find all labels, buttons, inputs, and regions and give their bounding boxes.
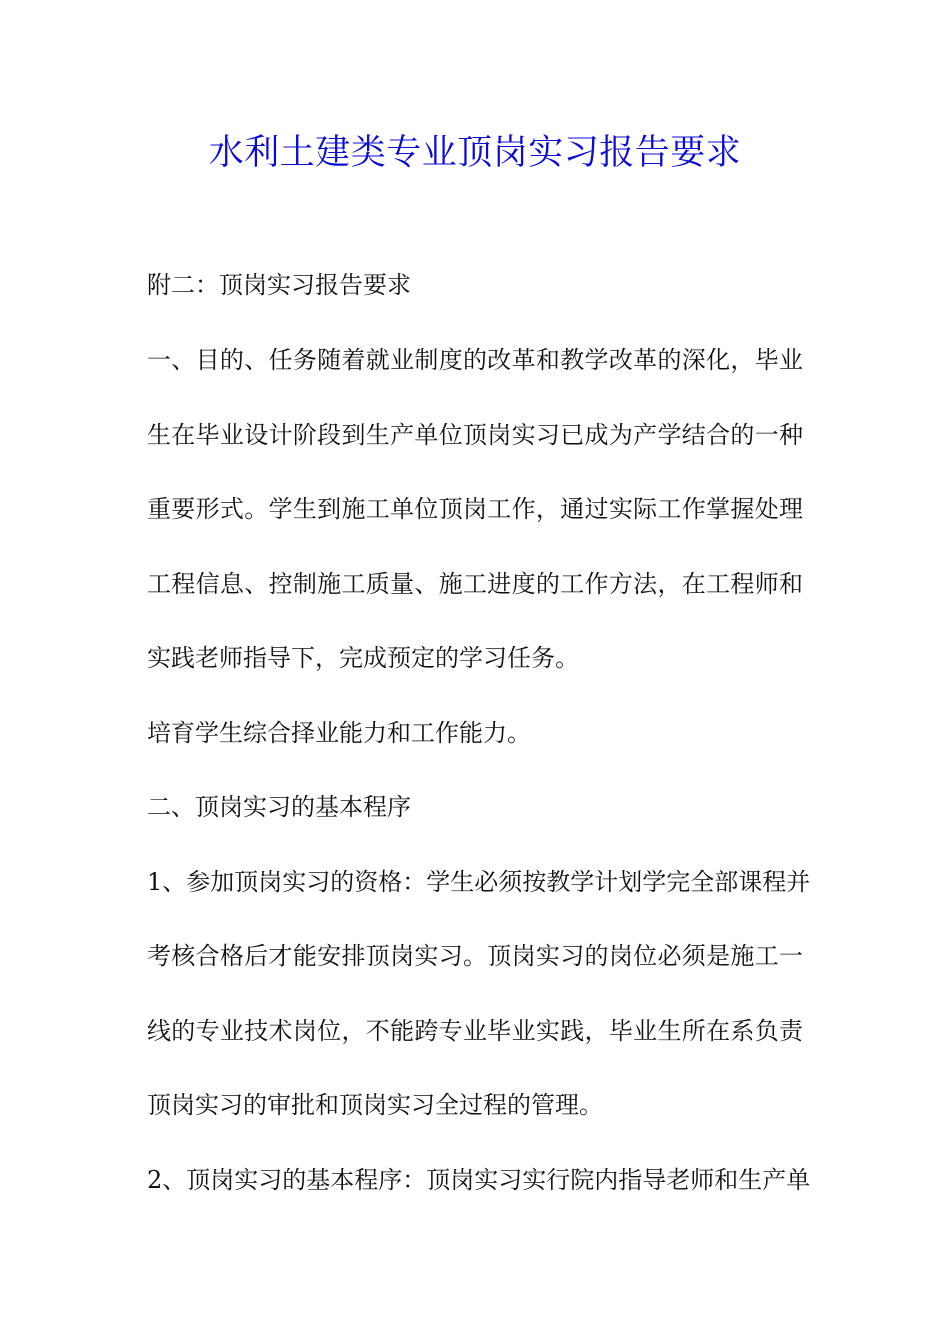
paragraph-line: 2、顶岗实习的基本程序：顶岗实习实行院内指导老师和生产单: [147, 1166, 811, 1194]
paragraph-line: 考核合格后才能安排顶岗实习。顶岗实习的岗位必须是施工一: [147, 942, 803, 970]
paragraph-line: 线的专业技术岗位，不能跨专业毕业实践，毕业生所在系负责: [147, 1017, 803, 1045]
paragraph-line: 重要形式。学生到施工单位顶岗工作，通过实际工作掌握处理: [147, 495, 803, 523]
paragraph-line: 实践老师指导下，完成预定的学习任务。: [147, 644, 579, 672]
paragraph-line: 生在毕业设计阶段到生产单位顶岗实习已成为产学结合的一种: [147, 421, 803, 449]
paragraph-line: 顶岗实习的审批和顶岗实习全过程的管理。: [147, 1091, 603, 1119]
paragraph-line: 一、目的、任务随着就业制度的改革和教学改革的深化，毕业: [147, 346, 803, 374]
attachment-heading: 附二：顶岗实习报告要求: [147, 271, 411, 299]
paragraph-line: 工程信息、控制施工质量、施工进度的工作方法，在工程师和: [147, 570, 803, 598]
section-heading: 二、顶岗实习的基本程序: [147, 793, 411, 821]
paragraph-line: 1、参加顶岗实习的资格：学生必须按教学计划学完全部课程并: [147, 868, 811, 896]
document-title: 水利土建类专业顶岗实习报告要求: [208, 133, 742, 173]
paragraph-line: 培育学生综合择业能力和工作能力。: [147, 719, 531, 747]
